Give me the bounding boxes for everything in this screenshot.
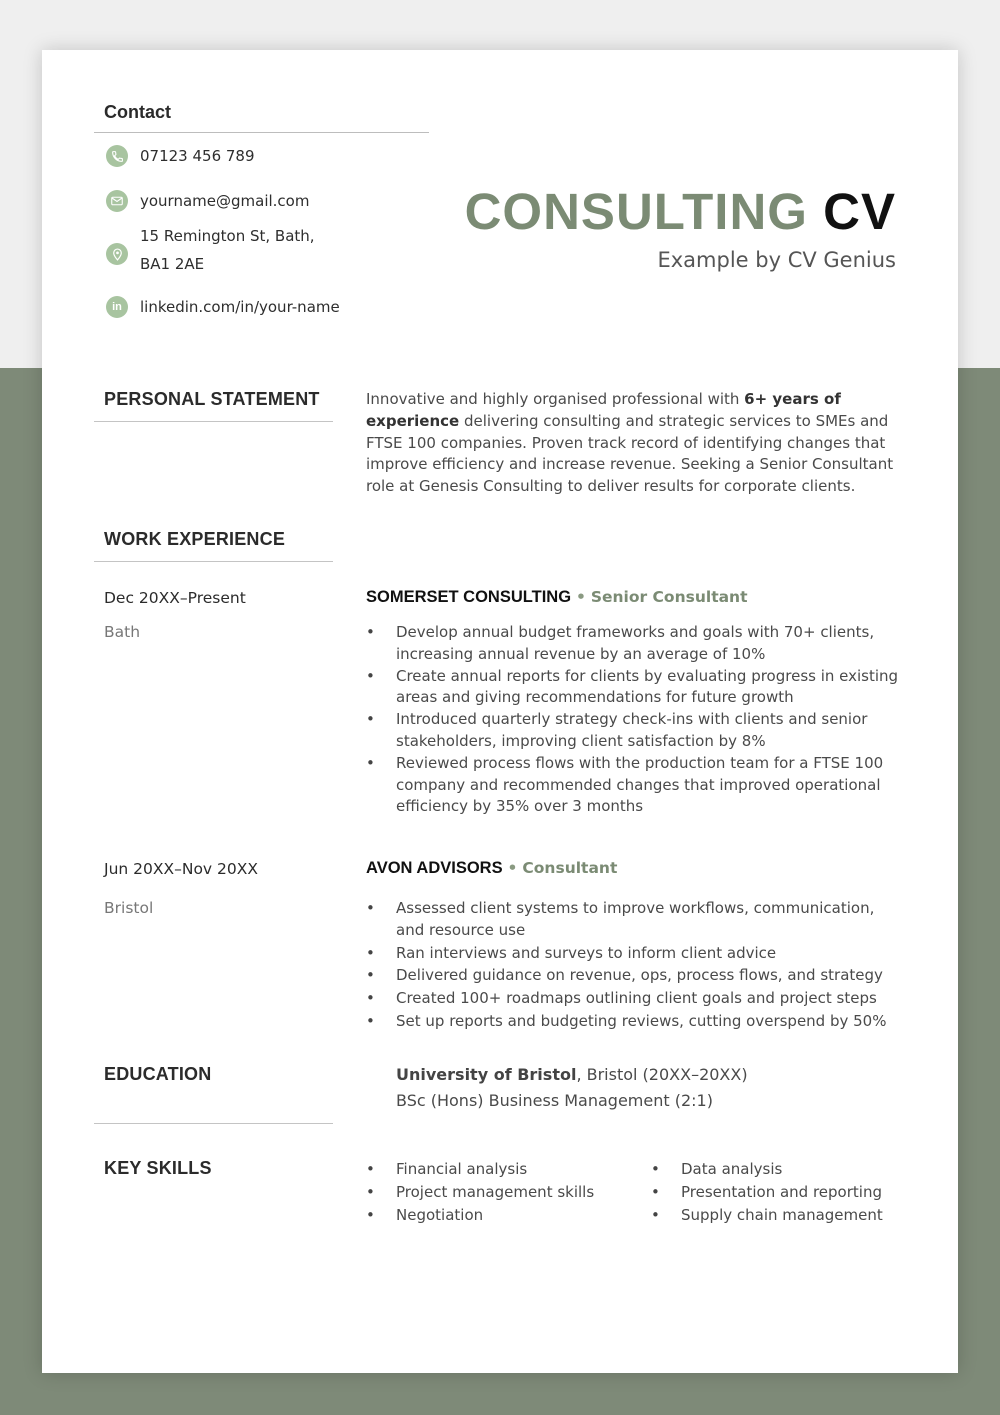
cv-page [42, 50, 958, 1373]
job-2-bullets [366, 898, 896, 1033]
job-1-company: SOMERSET CONSULTING [366, 588, 572, 606]
phone-icon [106, 145, 128, 167]
cv-subtitle: Example by CV Genius [657, 248, 896, 272]
job-1-role: Senior Consultant [590, 588, 748, 606]
contact-phone [106, 145, 255, 170]
list-item: • Presentation and reporting [651, 1181, 921, 1204]
job-2-location: Bristol [104, 899, 154, 917]
list-item: • Set up reports and budgeting reviews, cutting overspend by 50% [366, 1011, 896, 1033]
cv-title-part-1: CONSULTING [464, 183, 808, 240]
job-1-bullets [366, 622, 906, 818]
cv-title [464, 183, 896, 240]
list-item: • Supply chain management [651, 1204, 921, 1227]
list-item: • Create annual reports for clients by evaluating progress in existing areas and giving recommendations for future growth [366, 666, 906, 710]
list-item: • Reviewed process flows with the production team for a FTSE 100 company and recommended changes that improved operational efficiency by 35% over 3 months [366, 753, 906, 818]
job-2-header [366, 859, 617, 878]
skills-column-1 [366, 1158, 636, 1227]
phone-number: 07123 456 789 [140, 147, 255, 165]
cv-title-part-2: CV [823, 183, 896, 240]
job-2-company: AVON ADVISORS [366, 859, 503, 877]
contact-divider [94, 132, 429, 133]
contact-email [106, 190, 309, 215]
skills-column-2 [651, 1158, 921, 1227]
education-institution: University of Bristol [396, 1065, 577, 1084]
job-2-dates: Jun 20XX–Nov 20XX [104, 860, 258, 878]
list-item: • Introduced quarterly strategy check-ins with clients and senior stakeholders, improving client satisfaction by 8% [366, 709, 906, 753]
linkedin-url: linkedin.com/in/your-name [140, 298, 340, 316]
contact-heading: Contact [104, 102, 171, 122]
list-item: • Negotiation [366, 1204, 636, 1227]
list-item: • Created 100+ roadmaps outlining client goals and project steps [366, 988, 896, 1010]
email-icon [106, 190, 128, 212]
list-item: • Assessed client systems to improve workflows, communication, and resource use [366, 898, 896, 942]
list-item: • Ran interviews and surveys to inform client advice [366, 943, 896, 965]
list-item: • Delivered guidance on revenue, ops, process flows, and strategy [366, 965, 896, 987]
address-line-1: 15 Remington St, Bath, [140, 227, 315, 245]
job-1-dates: Dec 20XX–Present [104, 589, 246, 607]
work-experience-heading: WORK EXPERIENCE [104, 529, 286, 549]
statement-part-1: Innovative and highly organised professional with [366, 390, 745, 408]
personal-statement-text [366, 389, 898, 498]
location-pin-icon [106, 243, 128, 265]
list-item: • Data analysis [651, 1158, 921, 1181]
job-1-location: Bath [104, 623, 141, 641]
work-experience-divider [94, 561, 333, 562]
key-skills-heading: KEY SKILLS [104, 1158, 212, 1178]
education-degree: BSc (Hons) Business Management (2:1) [396, 1091, 713, 1110]
email-address: yourname@gmail.com [140, 192, 310, 210]
job-2-separator: • [507, 859, 518, 877]
contact-address [106, 227, 315, 278]
address-line-2: BA1 2AE [140, 255, 205, 273]
statement-part-2: delivering consulting and strategic services to SMEs and FTSE 100 companies. Proven track record of identifying changes that improve efficiency and increase revenue. Seeking a Senior Consultant role at Genesis Consulting to deliver results for corporate clients. [366, 411, 894, 496]
list-item: • Project management skills [366, 1181, 636, 1204]
list-item: • Develop annual budget frameworks and goals with 70+ clients, increasing annual revenue by an average of 10% [366, 622, 906, 666]
address-text [140, 222, 315, 278]
personal-statement-heading: PERSONAL STATEMENT [104, 389, 320, 409]
education-heading: EDUCATION [104, 1064, 212, 1084]
linkedin-icon: in [106, 296, 128, 318]
job-1-header [366, 588, 748, 607]
education-divider [94, 1123, 333, 1124]
contact-linkedin [106, 296, 340, 321]
statement-bold: 6+ years of experience [366, 390, 841, 430]
personal-statement-divider [94, 421, 333, 422]
job-1-separator: • [575, 588, 586, 606]
education-entry [396, 1062, 748, 1114]
job-2-role: Consultant [522, 859, 618, 877]
education-details: , Bristol (20XX–20XX) [576, 1065, 748, 1084]
list-item: • Financial analysis [366, 1158, 636, 1181]
